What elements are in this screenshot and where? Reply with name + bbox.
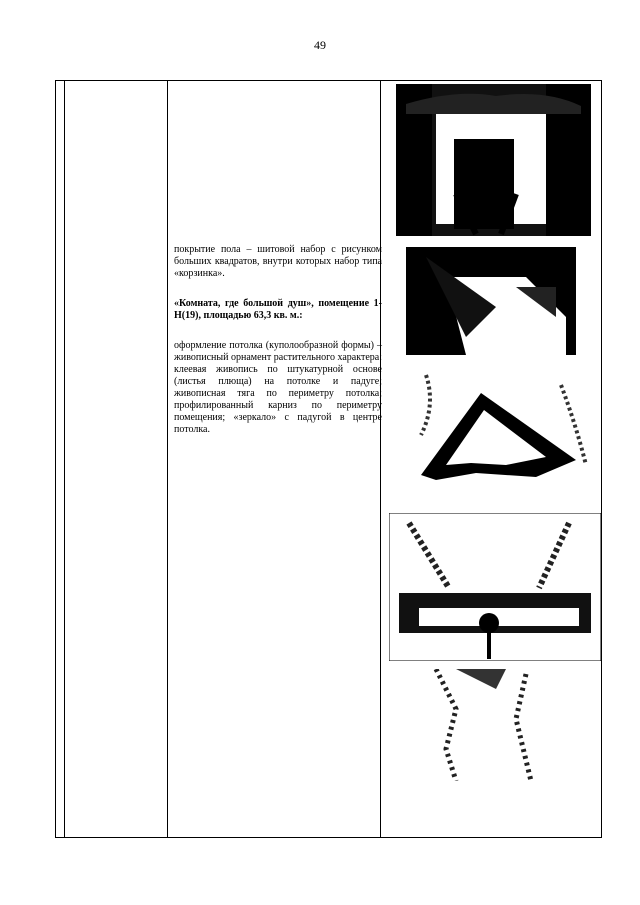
page-number: 49 (314, 38, 326, 52)
photo-interior (406, 247, 576, 355)
photo-fireplace (396, 84, 591, 236)
description-column (174, 244, 382, 454)
column-divider-3 (380, 81, 381, 837)
ceiling-description: оформление потолка (куполообразной формы) – живописный орнамент растительного характера: клеевая живопись по штукатурной основе (листья плюща) на потолке и падуге; живописная тяга по периметру потолка; профилированный карниз по периметру помещения; «зеркало» с падугой в центре потолка. (174, 340, 382, 435)
room-title: «Комната, где большой душ», помещение 1-Н(19), площадью 63,3 кв. м.: (174, 298, 382, 321)
column-divider-2 (167, 81, 168, 837)
floor-description: покрытие пола – шитовой набор с рисунком больших квадратов, внутри которых набор типа «корзинка». (174, 244, 382, 279)
photo-ceiling-chandelier (389, 513, 601, 661)
photo-ivy-ornament (396, 669, 591, 781)
table (55, 80, 602, 838)
photo-ceiling-mirror (386, 365, 598, 505)
column-divider-1 (64, 81, 65, 837)
